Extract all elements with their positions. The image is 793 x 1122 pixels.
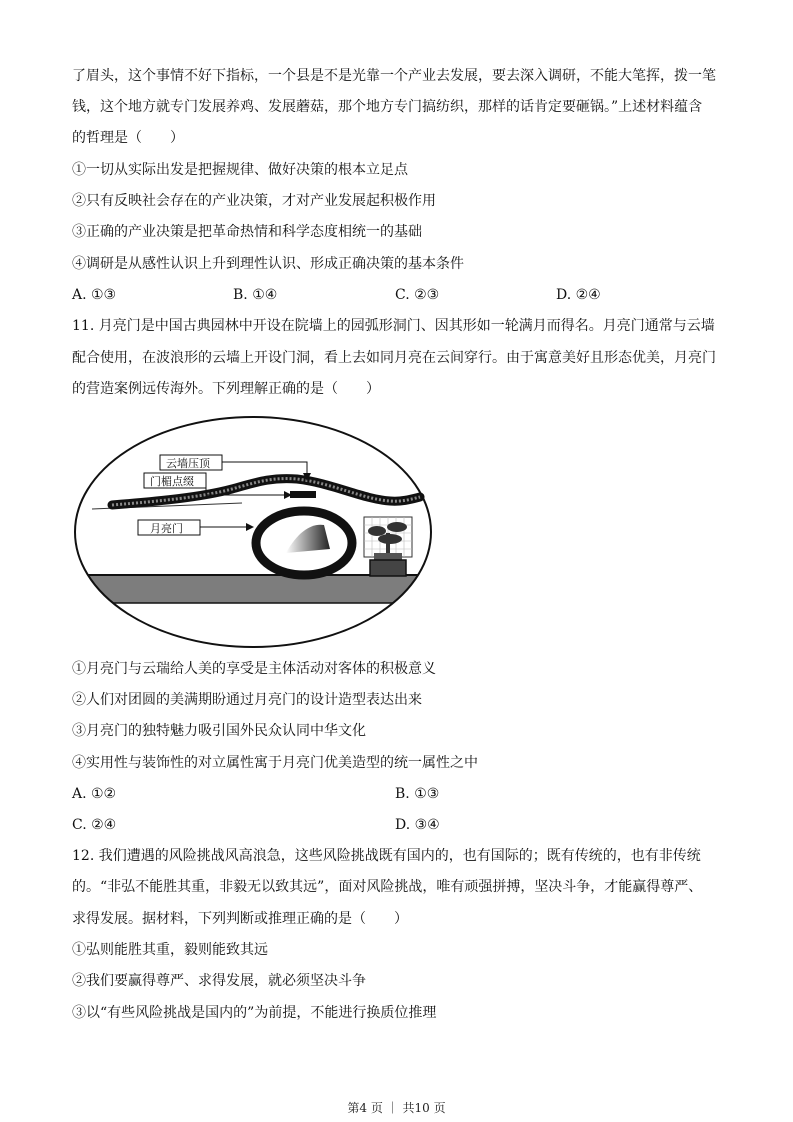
q10-statement-3: ③正确的产业决策是把革命热情和科学态度相统一的基础 [72, 224, 422, 240]
q12-text-line-3: 求得发展。据材料，下列判断或推理正确的是（ ） [72, 911, 408, 927]
q10-text-line-1: 了眉头，这个事情不好下指标，一个县是不是光靠一个产业去发展，要去深入调研，不能大笔挥，拨一笔 [72, 68, 716, 84]
q12-statement-2: ②我们要赢得尊严、求得发展，就必须坚决斗争 [72, 973, 366, 989]
bonsai-stand [370, 560, 406, 576]
q11-option-c[interactable]: C. ②④ [72, 817, 117, 833]
q10-text-line-3: 的哲理是（ ） [72, 130, 184, 146]
q10-option-a[interactable]: A. ①③ [72, 287, 117, 303]
label-lintel-decoration: 门楣点缀 [150, 475, 194, 488]
moon-gate-figure [72, 413, 434, 651]
q11-option-a[interactable]: A. ①② [72, 786, 117, 802]
q11-option-b[interactable]: B. ①③ [395, 786, 440, 802]
q10-option-c[interactable]: C. ②③ [395, 287, 440, 303]
q12-text-line-2: 的。“非弘不能胜其重，非毅无以致其远”，面对风险挑战，唯有顽强拼搏，坚决斗争，才能赢得尊严、 [72, 879, 703, 895]
label-moon-gate: 月亮门 [150, 522, 183, 535]
label-cloud-wall-coping: 云墙压顶 [166, 457, 210, 470]
q11-text-line-2: 配合使用，在波浪形的云墙上开设门洞，看上去如同月亮在云间穿行。由于寓意美好且形态优美，月亮门 [72, 350, 716, 366]
q12-text-line-1: 12. 我们遭遇的风险挑战风高浪急，这些风险挑战既有国内的，也有国际的；既有传统的，也有非传统 [72, 848, 701, 864]
q10-statement-4: ④调研是从感性认识上升到理性认识、形成正确决策的基本条件 [72, 256, 464, 272]
q11-statement-1: ①月亮门与云瑞给人美的享受是主体活动对客体的积极意义 [72, 661, 436, 677]
q10-statement-2: ②只有反映社会存在的产业决策，才对产业发展起积极作用 [72, 193, 436, 209]
q11-statement-2: ②人们对团圆的美满期盼通过月亮门的设计造型表达出来 [72, 692, 422, 708]
q11-statement-3: ③月亮门的独特魅力吸引国外民众认同中华文化 [72, 723, 366, 739]
q12-statement-1: ①弘则能胜其重，毅则能致其远 [72, 942, 268, 958]
ground-band [72, 575, 434, 603]
q10-option-b[interactable]: B. ①④ [233, 287, 278, 303]
q10-option-d[interactable]: D. ②④ [556, 287, 601, 303]
q12-statement-3: ③以“有些风险挑战是国内的”为前提，不能进行换质位推理 [72, 1005, 437, 1021]
q11-text-line-1: 11. 月亮门是中国古典园林中开设在院墙上的园弧形洞门、因其形如一轮满月而得名。月亮门通常与云墙 [72, 318, 715, 334]
lintel-ornament [290, 491, 316, 498]
q11-option-d[interactable]: D. ③④ [395, 817, 440, 833]
q11-statement-4: ④实用性与装饰性的对立属性寓于月亮门优美造型的统一属性之中 [72, 755, 478, 771]
q10-text-line-2: 钱，这个地方就专门发展养鸡、发展蘑菇，那个地方专门搞纺织，那样的话肯定要砸锅。”上述材料蕴含 [72, 99, 703, 115]
q10-statement-1: ①一切从实际出发是把握规律、做好决策的根本立足点 [72, 162, 408, 178]
q11-text-line-3: 的营造案例远传海外。下列理解正确的是（ ） [72, 381, 380, 397]
page-footer: 第4 页 ｜ 共10 页 [347, 1101, 446, 1115]
